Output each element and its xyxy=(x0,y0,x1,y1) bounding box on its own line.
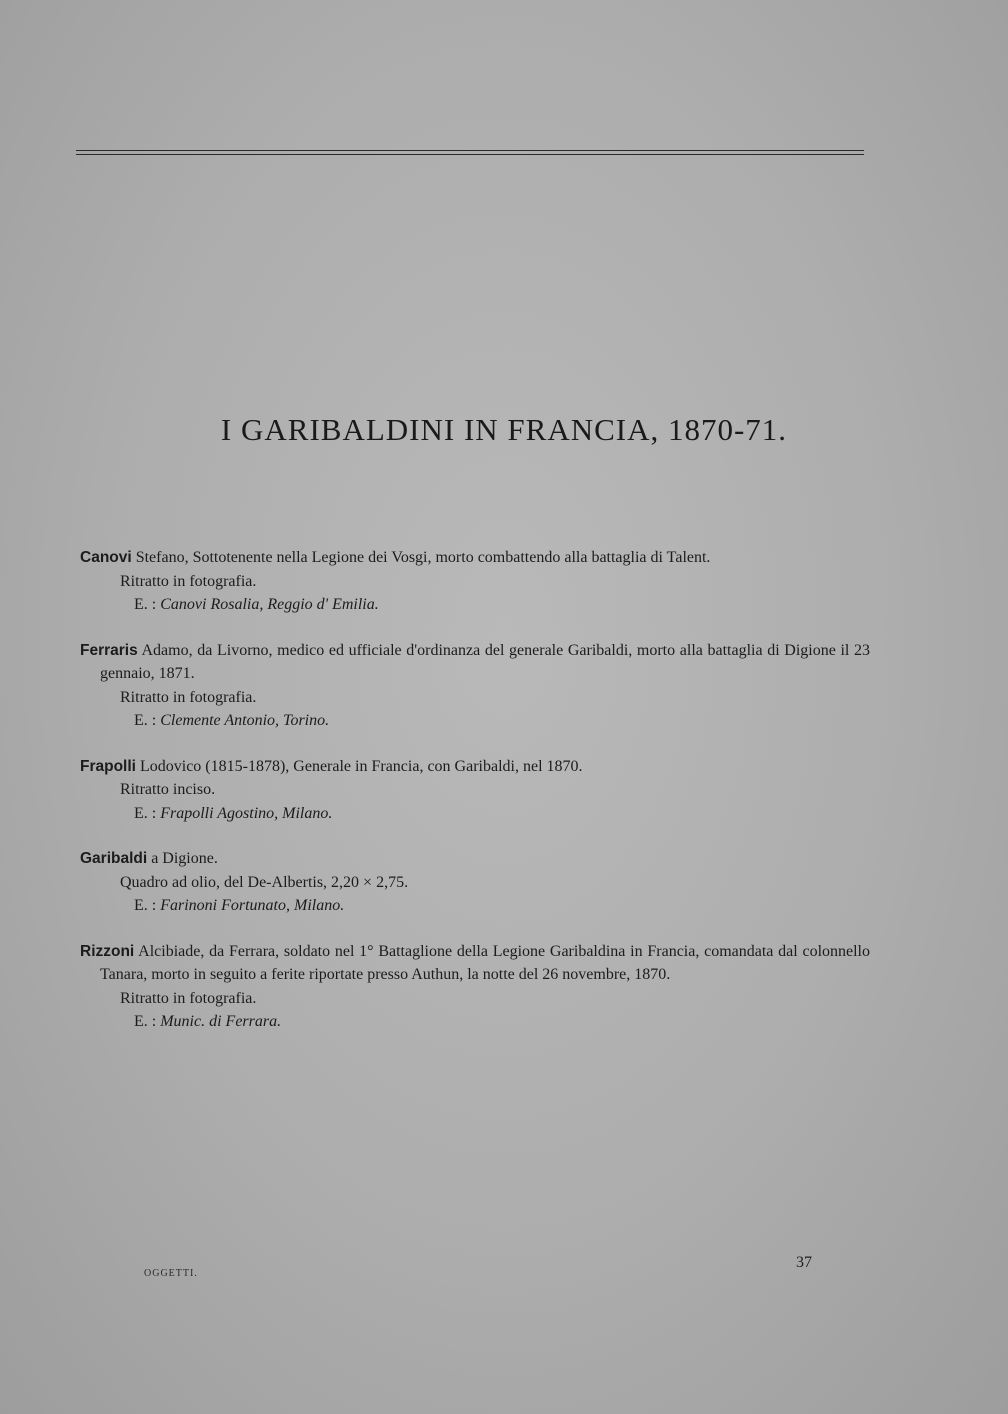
page-number: 37 xyxy=(796,1254,812,1271)
entry-text xyxy=(80,847,870,871)
list-item xyxy=(80,755,870,826)
exhibitor-name: Frapolli Agostino, Milano. xyxy=(160,804,333,822)
entry-note: Ritratto in fotografia. xyxy=(120,572,257,590)
page-title: I GARIBALDINI IN FRANCIA, 1870-71. xyxy=(220,412,788,447)
entry-description: Lodovico (1815-1878), Generale in Francia, con Garibaldi, nel 1870. xyxy=(139,757,583,775)
entry-note: Ritratto in fotografia. xyxy=(120,989,257,1007)
entry-note: Ritratto in fotografia. xyxy=(120,688,257,706)
list-item xyxy=(80,847,870,918)
entry-name: Garibaldi xyxy=(80,850,148,867)
list-item xyxy=(80,546,870,617)
entry-description: Alcibiade, da Ferrara, soldato nel 1° Battaglione della Legione Garibaldina in Francia, comandata dal colonnello Tanara, morto in seguito a ferite riportate presso Authun, la notte del 26 novembre, 1870. xyxy=(100,942,871,983)
entry-list xyxy=(80,546,870,1056)
exhibitor-prefix: E. : xyxy=(134,1013,157,1030)
header-rule-top xyxy=(76,150,864,151)
entry-description: Adamo, da Livorno, medico ed ufficiale d'ordinanza del generale Garibaldi, morto alla battaglia di Digione il 23 gennaio, 1871. xyxy=(100,641,871,682)
exhibitor-prefix: E. : xyxy=(134,596,157,613)
exhibitor-prefix: E. : xyxy=(134,804,157,822)
entry-name: Ferraris xyxy=(80,641,138,659)
list-item xyxy=(80,940,870,1034)
exhibitor-prefix: E. : xyxy=(134,712,157,729)
entry-text xyxy=(80,639,870,686)
exhibitor-name: Clemente Antonio, Torino. xyxy=(160,712,330,729)
entry-exhibitor xyxy=(80,802,870,826)
footer-label: OGGETTI. xyxy=(144,1268,198,1279)
entry-description: Stefano, Sottotenente nella Legione dei Vosgi, morto combattendo alla battaglia di Talent. xyxy=(135,549,711,566)
exhibitor-name: Farinoni Fortunato, Milano. xyxy=(160,897,345,914)
entry-name: Frapolli xyxy=(80,757,136,775)
entry-text xyxy=(80,755,870,779)
entry-text xyxy=(80,546,870,570)
entry-note: Quadro ad olio, del De-Albertis, 2,20 × 2,75. xyxy=(120,873,409,891)
exhibitor-name: Canovi Rosalia, Reggio d' Emilia. xyxy=(160,596,379,613)
exhibitor-prefix: E. : xyxy=(134,897,157,914)
entry-text xyxy=(80,940,870,987)
entry-exhibitor xyxy=(80,709,870,733)
entry-exhibitor xyxy=(80,894,870,918)
header-rule-bottom xyxy=(76,154,864,155)
entry-exhibitor xyxy=(80,1010,870,1034)
entry-name: Rizzoni xyxy=(80,942,135,960)
entry-name: Canovi xyxy=(80,549,132,566)
entry-exhibitor xyxy=(80,593,870,617)
exhibitor-name: Munic. di Ferrara. xyxy=(160,1013,282,1030)
entry-description: a Digione. xyxy=(151,850,218,867)
list-item xyxy=(80,639,870,733)
entry-note: Ritratto inciso. xyxy=(120,781,216,798)
